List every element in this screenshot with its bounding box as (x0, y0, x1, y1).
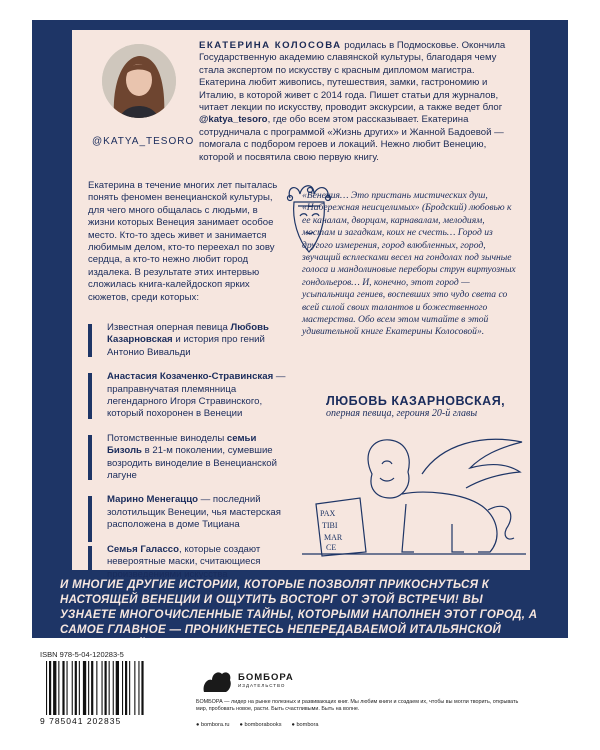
content-panel (72, 30, 530, 580)
publisher-link-books[interactable]: ● bomborabooks (239, 722, 282, 728)
quote-author-role: оперная певица, героиня 20-й главы (326, 408, 478, 419)
quote-author (326, 394, 526, 419)
barcode-bar (58, 661, 59, 715)
barcode-bar (72, 661, 73, 715)
story-list (88, 322, 288, 593)
barcode-bar (96, 661, 97, 715)
bombora-logo-icon (200, 668, 234, 694)
publisher-links (196, 722, 319, 728)
barcode-bar (67, 661, 68, 715)
isbn: ISBN 978-5-04-120283-5 (40, 650, 124, 659)
slogan: И МНОГИЕ ДРУГИЕ ИСТОРИИ, КОТОРЫЕ ПОЗВОЛЯТ ПРИКОСНУТЬСЯ К НАСТОЯЩЕЙ ВЕНЕЦИИ И ОЩУТИТЬ ВОСТОРГ ОТ ЭТОЙ ВСТРЕЧИ! ВЫ УЗНАЕТЕ МНОГОЧИСЛЕННЫЕ ТАЙНЫ, КОТОРЫМИ НАПОЛНЕН ЭТОТ ГОРОД, А САМОЕ ГЛАВНОЕ — ПРОНИКНЕТЕСЬ НЕПЕРЕДАВАЕМОЙ ИТАЛЬЯНСКОЙ (60, 579, 538, 636)
barcode-bar (46, 661, 47, 715)
winged-lion-illustration (302, 434, 526, 564)
intro-text: Екатерина в течение многих лет пыталась понять феномен венецианской культуры, для чего много общалась с людьми, в жизни которых Венеция занимает особое место. Кто-то здесь живет и занимается любимым делом, кто-то переехал по зову сердца, а кто-то нежно любит город издалека. В результате этих интервью сложилась книга-калейдоскоп ярких сюжетов, среди которых: (88, 180, 278, 303)
lion-book-line-4: CE (326, 543, 337, 552)
story-item: Известная оперная певица Любовь Казарновская и история про гений Антонио Вивальди (88, 322, 288, 359)
barcode-bar (75, 661, 77, 715)
barcode-bar (88, 661, 89, 715)
story-item-marker (88, 435, 92, 481)
author-name: ЕКАТЕРИНА КОЛОСОВА (199, 40, 342, 51)
barcode-bar (83, 661, 86, 715)
author-bio-end: , где обо всем этом рассказывает. Екатерина сотрудничала с программой «Жизнь других» и Жанной Бадоевой — помогала с подбором героев и локаций. Нежно любит Венецию, которой и посвятила свою первую книгу. (199, 114, 504, 163)
barcode-digits: 9 785041 202835 (40, 716, 122, 726)
story-item: Семья Галассо, которые создают невероятные маски, считающиеся произведениями искусства (88, 544, 288, 581)
barcode-bar (91, 661, 93, 715)
barcode-bar (116, 661, 119, 715)
story-item-marker (88, 324, 92, 357)
lion-book-line-2: TIBI (322, 521, 338, 530)
barcode-bar (129, 661, 130, 715)
publisher-link-site[interactable]: ● bombora.ru (196, 722, 230, 728)
barcode-bar (122, 661, 123, 715)
publisher-link-social[interactable]: ● bombora (291, 722, 319, 728)
barcode-bar (53, 661, 56, 715)
author-photo (102, 44, 176, 118)
publisher-sub: ИЗДАТЕЛЬСТВО (238, 683, 286, 688)
lion-book-line-1: PAX (320, 509, 336, 518)
publisher-name: БОМБОРА (238, 672, 294, 683)
lion-book-line-3: MAR (324, 533, 343, 542)
barcode-bar (134, 661, 135, 715)
publisher-text: БОМБОРА — лидер на рынке полезных и развивающих книг. Мы любим книги и создаем их, чтобы вы могли творить, открывать мир, пробовать новое, расти. Быть счастливыми. Быть на волне. (196, 699, 519, 712)
quote-author-name: ЛЮБОВЬ КАЗАРНОВСКАЯ, (326, 394, 506, 408)
barcode (40, 661, 182, 715)
author-bio (199, 40, 519, 164)
barcode-bar (138, 661, 139, 715)
barcode-bar (102, 661, 103, 715)
barcode-bar (79, 661, 80, 715)
barcode-bar (62, 661, 64, 715)
author-handle: @KATYA_TESORO (92, 136, 195, 147)
barcode-bar (125, 661, 127, 715)
author-blog: @katya_tesoro (199, 114, 268, 126)
author-bio-text: родилась в Подмосковье. Окончила Государственную академию славянской культуры, благодаря чему стала экспертом по искусству с красным дипломом магистра. Екатерина любит живопись, путешествия, замки, гастрономию и Италию, в которой живет с 2014 года. Пишет статьи для журналов, читает лекции по искусству, проводит экскурсии, а также ведет блог (199, 40, 506, 114)
barcode-bar (141, 661, 143, 715)
story-item: Потомственные виноделы семьи Бизоль в 21-м поколении, сумевшие возродить виноделие в Венецианской лагуне (88, 433, 288, 483)
story-item: Анастасия Козаченко-Стравинская — праправнучатая племянница легендарного Игоря Стравинского, который похоронен в Венеции (88, 371, 288, 421)
quote-text: «Венеция… Это пристань мистических душ, «Набережная неисцелимых» (Бродский) любовью к ее каналам, дворцам, карнавалам, мелодиям, мостам и загадкам, коих не счесть… Город из другого измерения, город влюбленных, город, звучащий всплесками весел на гондолах под зычные голоса и мандолиновые переборы струн виртуозных гондольеров… И, конечно, этот город — усыпальница гениев, воспевших это чудо света со всей силой своих талантов и божественного мастерства. Обо всем этом читайте в этой удивительной книге Екатерины Колосовой». (302, 190, 516, 338)
barcode-bar (105, 661, 107, 715)
story-item-marker (88, 496, 92, 542)
barcode-bar (49, 661, 51, 715)
story-item: Марино Менегаццо — последний золотильщик Венеции, чья мастерская расположена в доме Тициана (88, 494, 288, 531)
barcode-bar (113, 661, 114, 715)
story-item-marker (88, 373, 92, 419)
story-item-marker (88, 546, 92, 579)
barcode-bar (109, 661, 110, 715)
